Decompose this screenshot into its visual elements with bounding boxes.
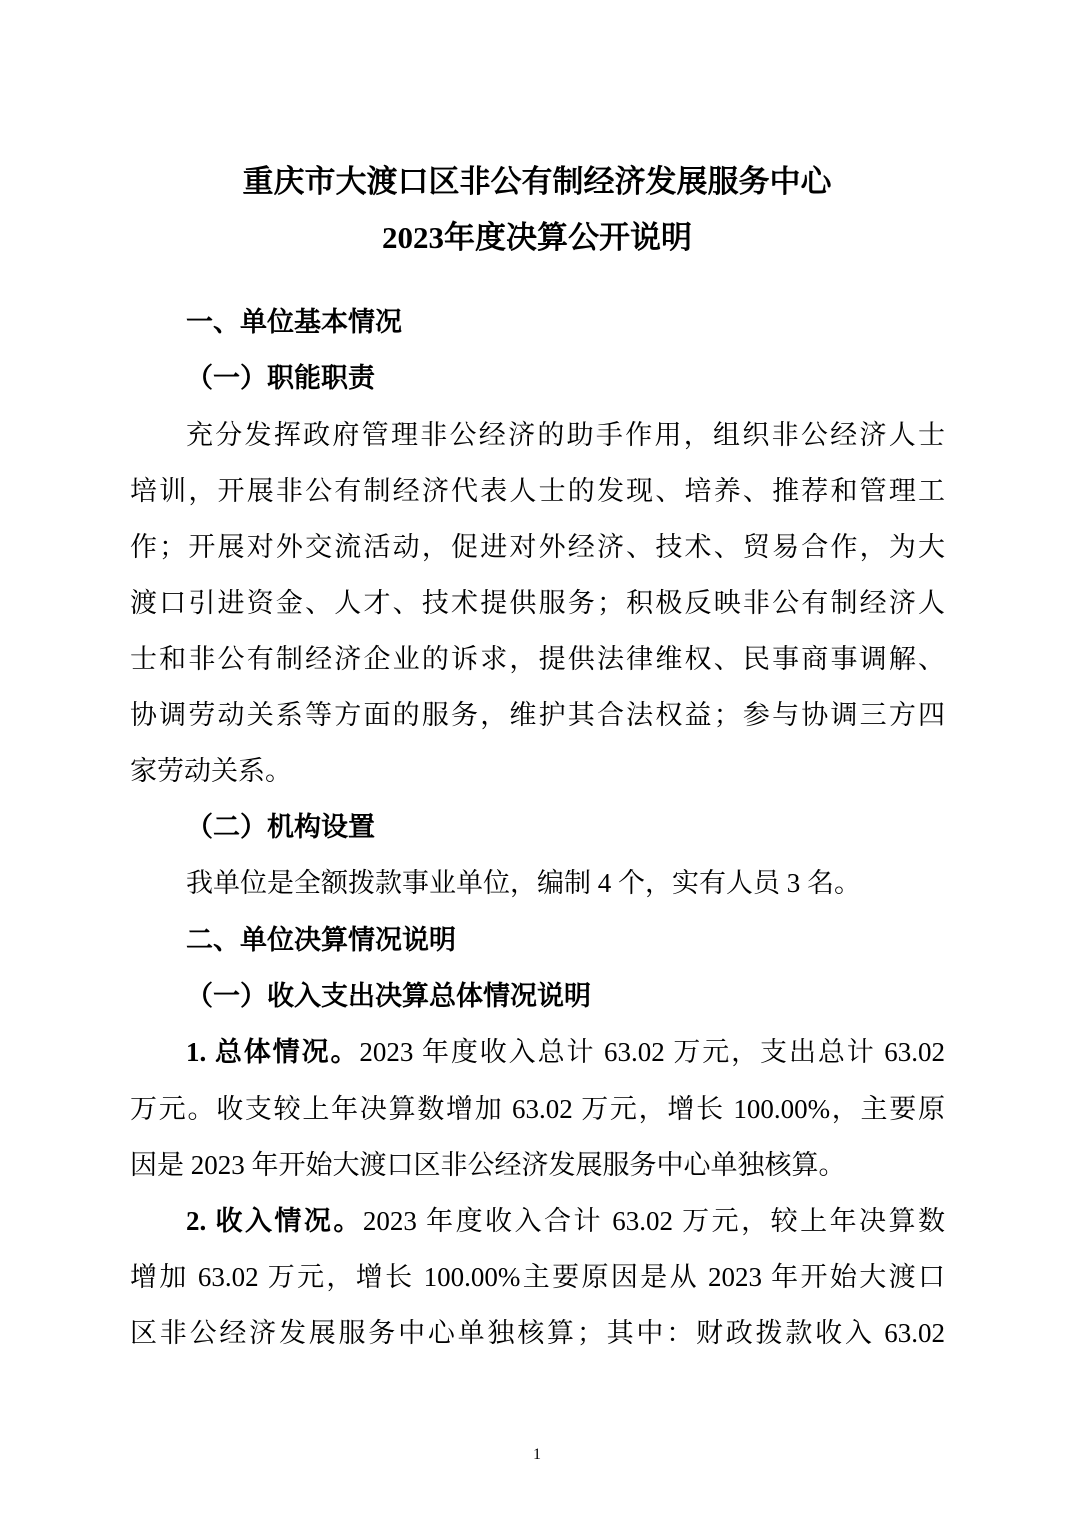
page-number: 1 [533, 1446, 541, 1463]
paragraph-line: 增加 63.02 万元，增长 100.00%主要原因是从 2023 年开始大渡口 [130, 1262, 945, 1292]
subsection-heading-income-expense: （一）收入支出决算总体情况说明 [186, 981, 591, 1011]
paragraph-line: 充分发挥政府管理非公经济的助手作用，组织非公经济人士 [186, 420, 945, 450]
section-heading-unit-info: 一、单位基本情况 [186, 307, 402, 337]
paragraph-line: 渡口引进资金、人才、技术提供服务；积极反映非公有制经济人 [130, 588, 945, 618]
paragraph-text: 2023 年度收入合计 63.02 万元，较上年决算数 [362, 1206, 946, 1236]
paragraph-line [186, 1035, 945, 1069]
section-heading-final-accounts: 二、单位决算情况说明 [186, 925, 456, 955]
paragraph-line: 协调劳动关系等方面的服务，维护其合法权益；参与协调三方四 [130, 700, 945, 730]
paragraph-line: 区非公经济发展服务中心单独核算；其中：财政拨款收入 63.02 [130, 1318, 945, 1348]
subsection-heading-functions: （一）职能职责 [186, 363, 375, 393]
paragraph-line: 家劳动关系。 [130, 756, 292, 786]
paragraph-lead: 1. 总体情况。 [186, 1037, 360, 1067]
paragraph-line: 作；开展对外交流活动，促进对外经济、技术、贸易合作，为大 [130, 532, 945, 562]
document-title-line1: 重庆市大渡口区非公有制经济发展服务中心 [242, 164, 832, 199]
paragraph-line: 万元。收支较上年决算数增加 63.02 万元，增长 100.00%，主要原 [130, 1094, 945, 1124]
paragraph-line: 我单位是全额拨款事业单位，编制 4 个，实有人员 3 名。 [186, 868, 861, 898]
paragraph-lead: 2. 收入情况。 [186, 1206, 363, 1236]
paragraph-line: 培训，开展非公有制经济代表人士的发现、培养、推荐和管理工 [130, 476, 945, 506]
paragraph-line: 士和非公有制经济企业的诉求，提供法律维权、民事商事调解、 [130, 644, 945, 674]
subsection-heading-organization: （二）机构设置 [186, 812, 375, 842]
paragraph-line [186, 1204, 945, 1238]
paragraph-line: 因是 2023 年开始大渡口区非公经济发展服务中心单独核算。 [130, 1150, 846, 1180]
paragraph-text: 2023 年度收入总计 63.02 万元，支出总计 63.02 [359, 1037, 946, 1067]
document-title-line2: 2023年度决算公开说明 [382, 220, 692, 255]
